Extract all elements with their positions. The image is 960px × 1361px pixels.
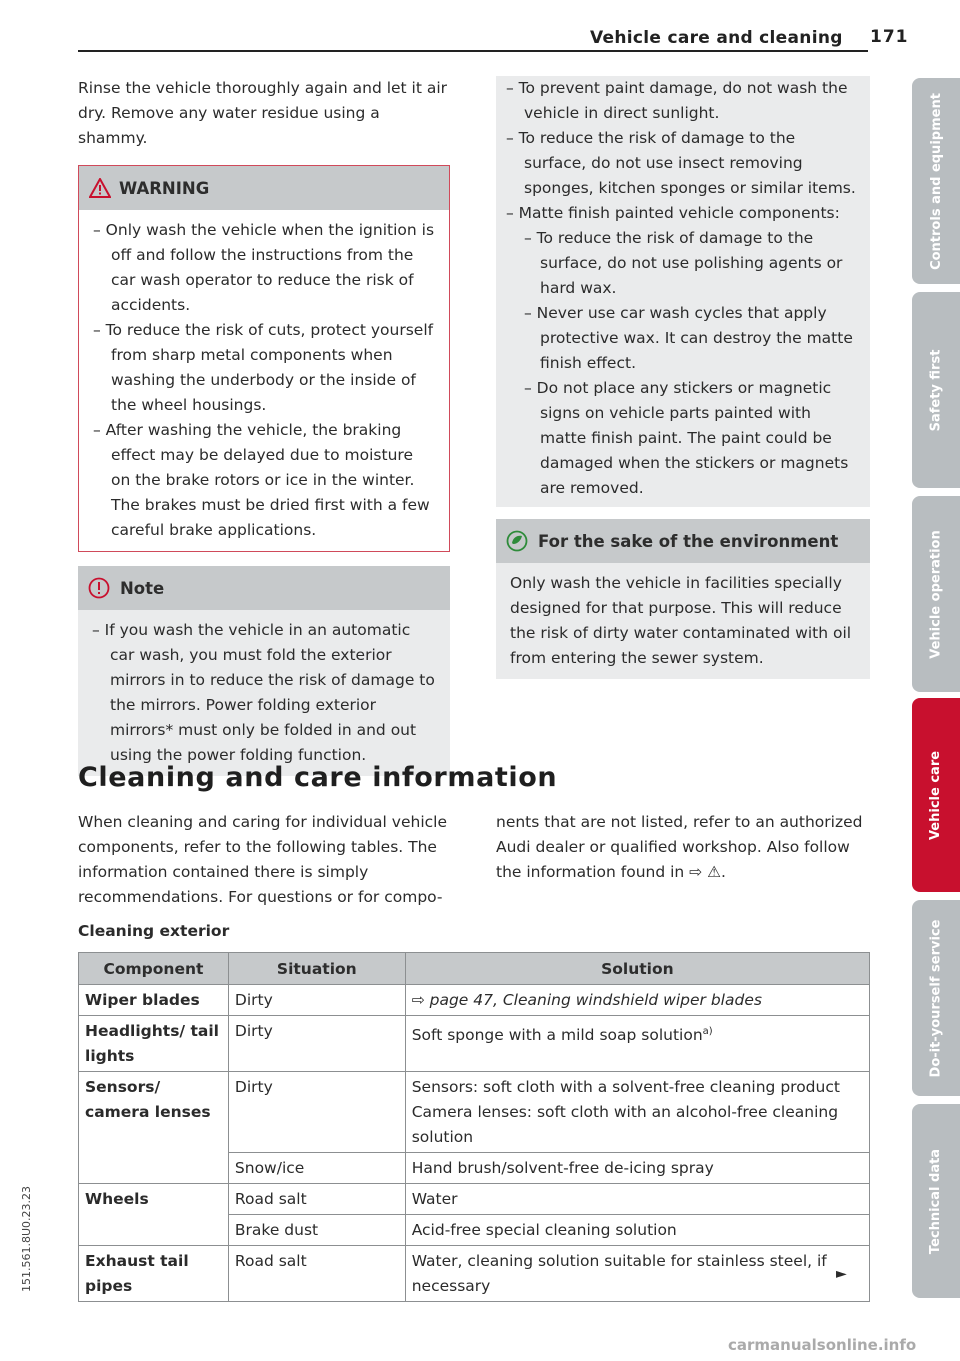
warning-body [79,210,449,551]
warning-header [79,166,449,210]
table-cell-solution: Water, cleaning solution suitable for stainless steel, if necessary [405,1246,869,1302]
side-tab-safety-first[interactable] [912,292,960,488]
side-tab-text: Do-it-yourself service [928,919,944,1077]
cleaning-exterior-table [78,952,870,1302]
side-tab-label [912,496,960,692]
table-row [79,1072,870,1153]
page-number: 171 [870,27,909,47]
table-row [79,985,870,1016]
table-cell-solution [405,1072,869,1153]
warning-item: – Only wash the vehicle when the ignition is off and follow the instructions from the car wash operator to reduce the risk of accidents. [93,221,435,314]
environment-body [496,563,870,679]
side-tab-text: Controls and equipment [928,92,944,270]
side-tab-text: Technical data [928,1148,944,1254]
table-cell-situation: Dirty [228,1016,405,1072]
watermark: carmanualsonline.info [728,1336,917,1354]
table-cell-component: Headlights/ tail lights [79,1016,229,1072]
table-cell-situation: Dirty [228,1072,405,1153]
margin-document-code: 151.561.8U0.23.23 [20,1185,33,1292]
note-title: Note [120,578,165,598]
environment-header [496,519,870,563]
table-cell-solution: Water [405,1184,869,1215]
section-title: Cleaning and care information [78,762,558,793]
table-row [79,1184,870,1215]
warning-icon [89,178,111,198]
table-cell-situation: Road salt [228,1246,405,1302]
next-page-arrow-icon[interactable]: ► [836,1266,847,1282]
environment-box [496,519,870,679]
table-header-solution: Solution [405,953,869,985]
solution-line: Sensors: soft cloth with a solvent-free cleaning product [411,1078,840,1096]
table-cell-component: Wiper blades [79,985,229,1016]
environment-text: Only wash the vehicle in facilities specially designed for that purpose. This will reduce the risk of dirty water contaminated with oil from entering the sewer system. [510,574,852,667]
warning-box [78,165,450,552]
solution-text: Soft sponge with a mild soap solution [411,1026,703,1045]
table-cell-component: Exhaust tail pipes [79,1246,229,1302]
table-header-situation: Situation [228,953,405,985]
right-list-item: – To reduce the risk of damage to the surface, do not use insect removing sponges, kitchen sponges or similar items. [506,129,856,197]
right-sub-item: – Do not place any stickers or magnetic signs on vehicle parts painted with matte finish paint. The paint could be damaged when the stickers or magnets are removed. [524,379,849,497]
side-tab-text: Vehicle operation [928,529,944,659]
table-cell-solution[interactable]: ⇨ page 47, Cleaning windshield wiper blades [405,985,869,1016]
table-header-component: Component [79,953,229,985]
environment-icon [506,530,528,552]
header-rule [78,50,868,52]
left-column [78,76,450,776]
side-tab-label [912,292,960,488]
table-cell-component: Wheels [79,1184,229,1246]
side-tab-technical-data[interactable] [912,1104,960,1298]
page-header-title: Vehicle care and cleaning [590,28,843,48]
note-item: – If you wash the vehicle in an automatic car wash, you must fold the exterior mirrors in to reduce the risk of damage to the mirrors. Power folding exterior mirrors* must only be folded in and out using the power folding function. [92,621,435,764]
table-row [79,1246,870,1302]
right-column [496,76,870,679]
environment-title: For the sake of the environment [538,531,839,551]
solution-line: Camera lenses: soft cloth with an alcohol-free cleaning solution [411,1103,839,1146]
table-cell-situation: Dirty [228,985,405,1016]
note-icon [88,577,110,599]
table-cell-solution: Acid-free special cleaning solution [405,1215,869,1246]
table-cell-solution: Hand brush/solvent-free de-icing spray [405,1153,869,1184]
footnote-marker: a) [702,1026,713,1037]
warning-item: – To reduce the risk of cuts, protect yourself from sharp metal components when washing the underbody or the inside of the wheel housings. [93,321,434,414]
table-cell-situation: Snow/ice [228,1153,405,1184]
warning-title: WARNING [119,178,210,198]
right-sub-item: – To reduce the risk of damage to the surface, do not use polishing agents or hard wax. [524,229,843,297]
side-tab-label [912,900,960,1096]
note-header [78,566,450,610]
section-paragraph-right: nents that are not listed, refer to an authorized Audi dealer or qualified workshop. Also follow the information found in ⇨ ⚠. [496,813,863,881]
side-tab-do-it-yourself-service[interactable] [912,900,960,1096]
side-tab-controls-and-equipment[interactable] [912,78,960,284]
right-list-item: – To prevent paint damage, do not wash the vehicle in direct sunlight. [506,79,848,122]
side-tab-vehicle-operation[interactable] [912,496,960,692]
right-sub-item: – Never use car wash cycles that apply protective wax. It can destroy the matte finish effect. [524,304,853,372]
table-cell-situation: Brake dust [228,1215,405,1246]
right-list-box [496,76,870,507]
warning-item: – After washing the vehicle, the braking effect may be delayed due to moisture on the brake rotors or ice in the winter. The brakes must be dried first with a few careful brake applications. [93,421,430,539]
intro-paragraph: Rinse the vehicle thoroughly again and let it air dry. Remove any water residue using a shammy. [78,79,448,147]
section-text-right [496,810,870,885]
side-tab-label [912,78,960,284]
side-tab-text: Vehicle care [928,750,944,840]
side-tab-text: Safety first [928,349,944,431]
right-list-item: – Matte finish painted vehicle components: [506,204,840,222]
section-paragraph-left: When cleaning and caring for individual vehicle components, refer to the following tables. The information contained there is simply recommendations. For questions or for compo- [78,813,447,906]
side-tab-vehicle-care[interactable] [912,698,960,892]
table-cell-situation: Road salt [228,1184,405,1215]
table-row [79,1016,870,1072]
side-tab-label [912,1104,960,1298]
table-cell-solution [405,1016,869,1072]
table-caption: Cleaning exterior [78,922,230,940]
note-body [78,610,450,776]
side-tab-label [912,698,960,892]
table-cell-component: Sensors/ camera lenses [79,1072,229,1184]
note-box [78,566,450,776]
section-text-left [78,810,450,910]
